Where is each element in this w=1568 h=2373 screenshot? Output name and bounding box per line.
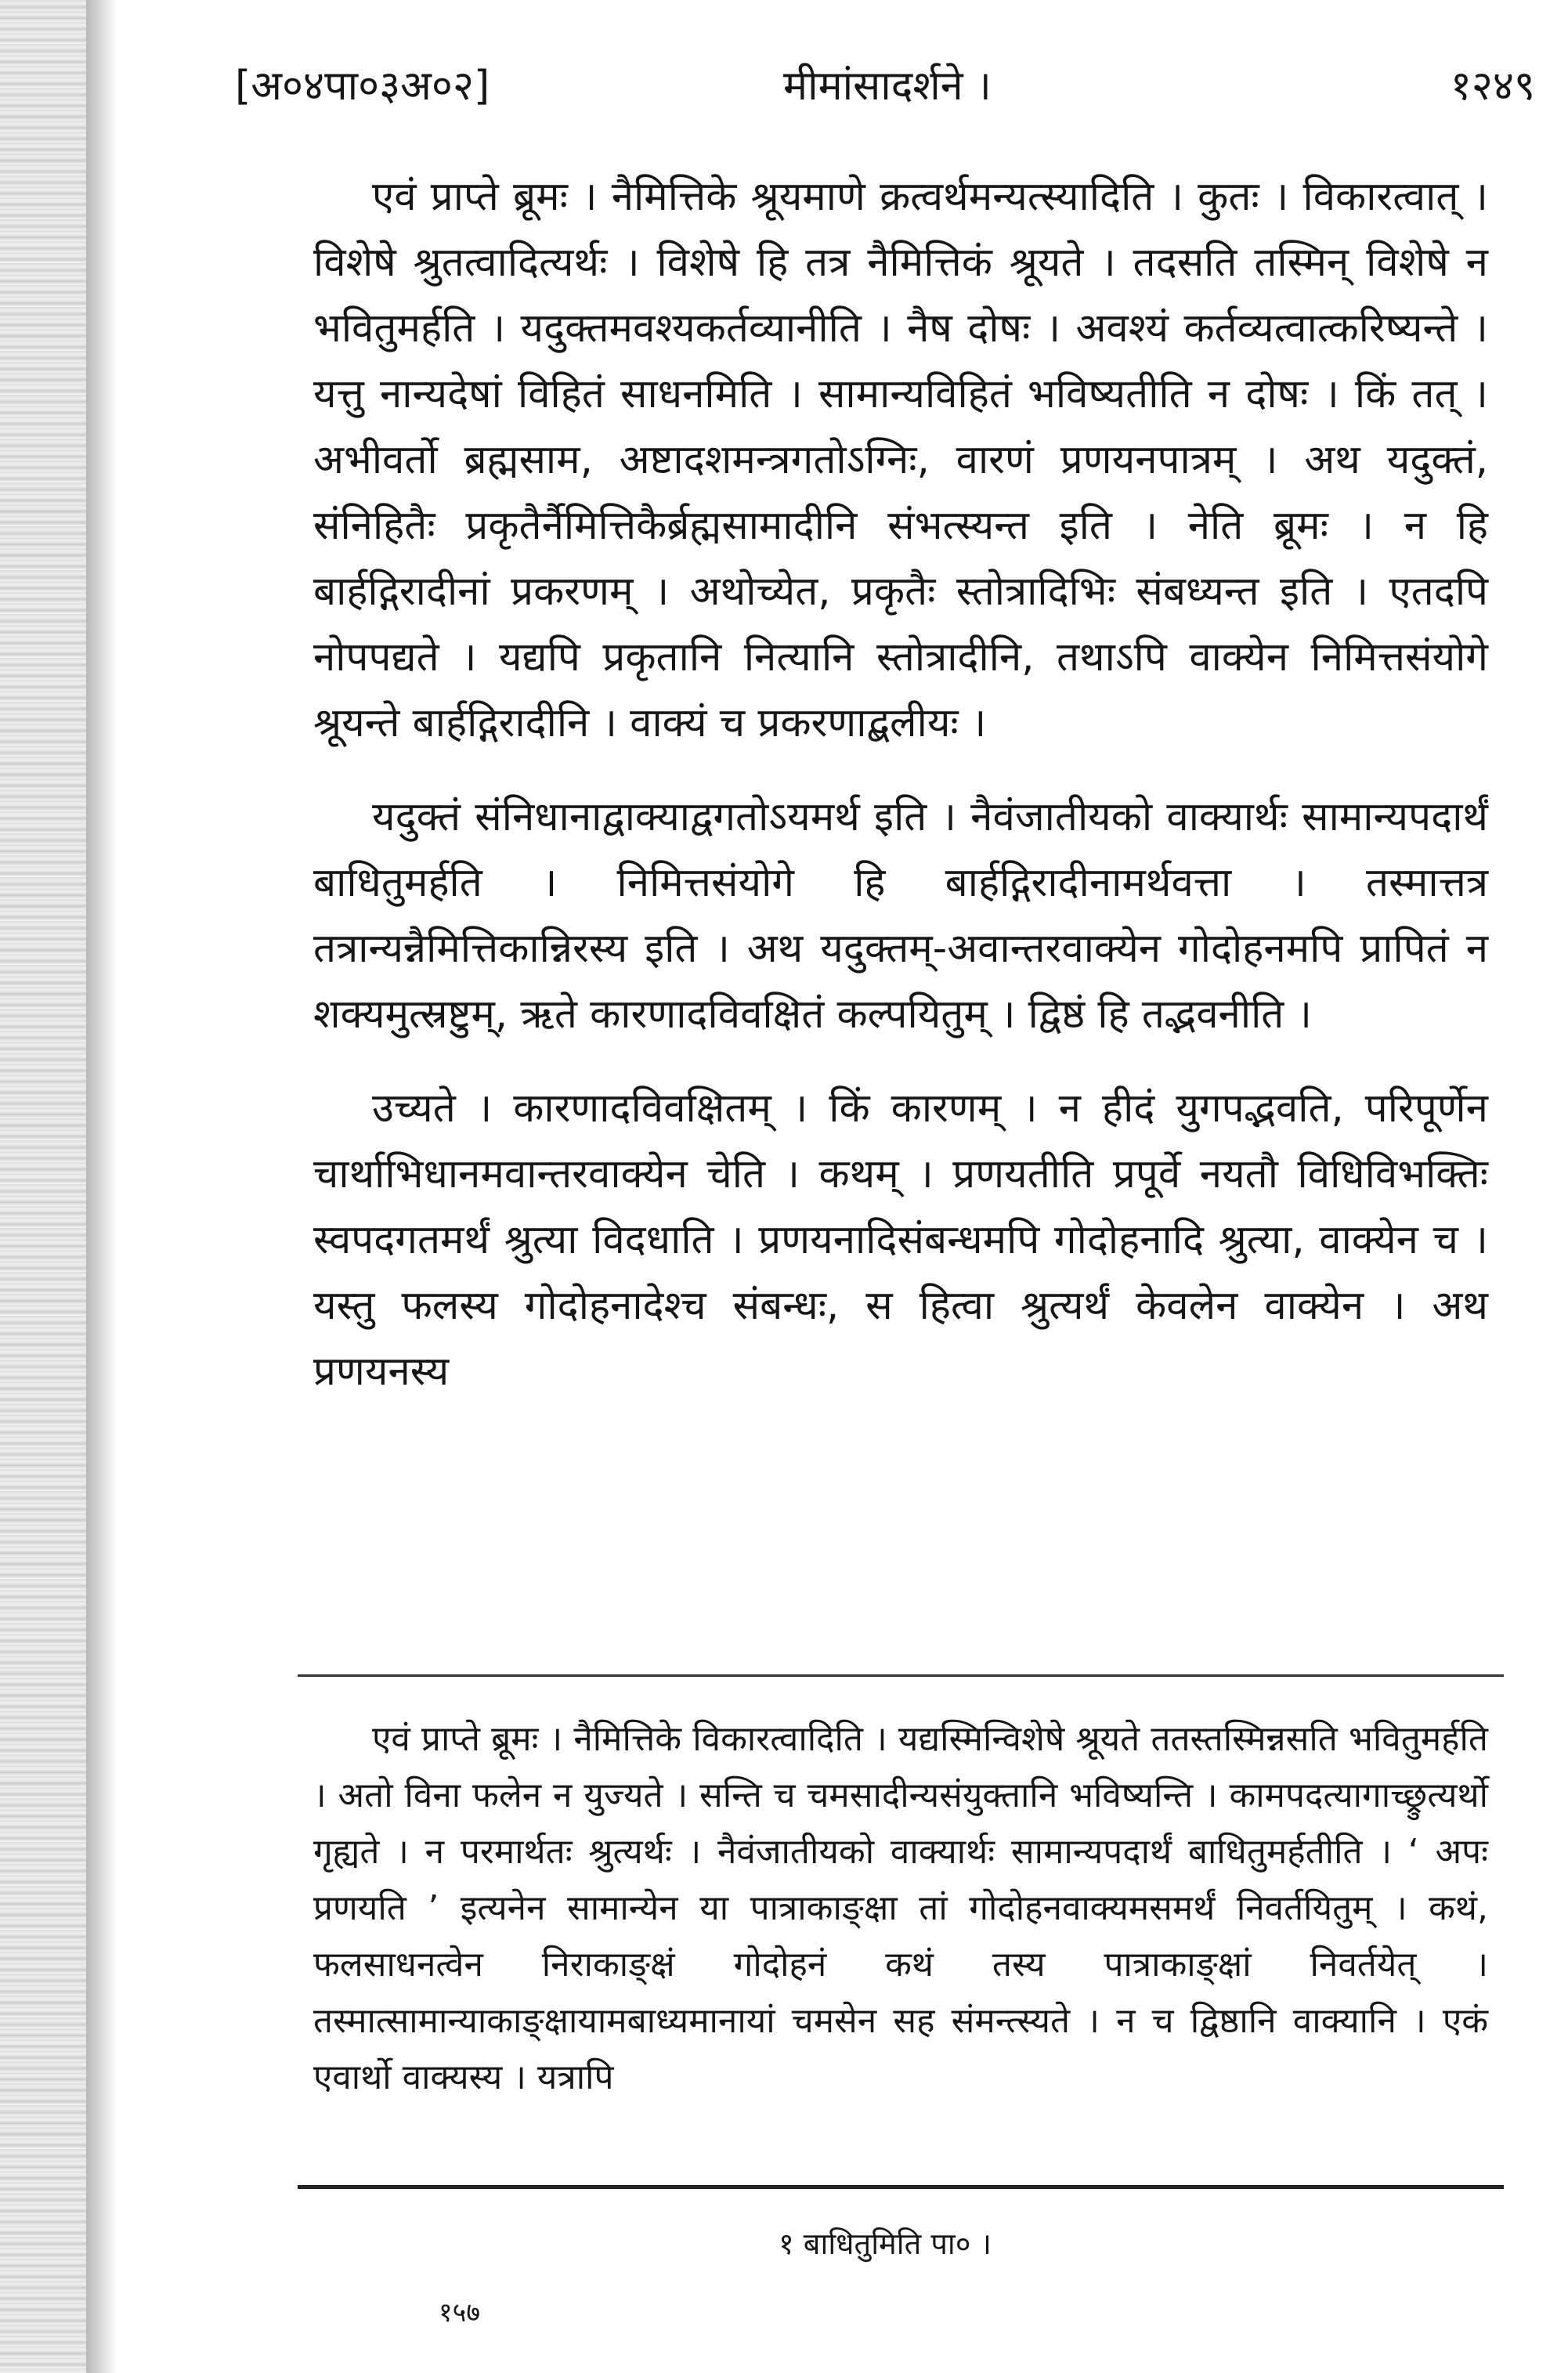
commentary-divider <box>298 1674 1504 1677</box>
footnote-divider <box>298 2185 1504 2189</box>
section-reference: [अ०४पा०३अ०२] <box>235 63 490 110</box>
main-paragraph: यदुक्तं संनिधानाद्वाक्याद्वगतोऽयमर्थ इति । नैवंजातीयको वाक्यार्थः सामान्यपदार्थं बाधितुमर्हति । निमित्तसंयोगे हि बार्हद्गिरादीनामर्थवत्ता । तस्मात्तत्र तत्रान्यन्नैमित्तिकान्निरस्य इति । अथ यदुक्तम्-अवान्तरवाक्येन गोदोहनमपि प्रापितं न शक्यमुत्स्रष्टुम्, ऋते कारणादविवक्षितं कल्पयितुम् । द्विष्ठं हि तद्भवनीति । <box>313 794 1488 1038</box>
running-title: मीमांसादर्शने । <box>783 63 992 110</box>
main-text <box>313 164 1488 1433</box>
signature-mark: १५७ <box>439 2297 481 2328</box>
commentary-block <box>313 1711 1488 2106</box>
main-paragraph: एवं प्राप्ते ब्रूमः । नैमित्तिके श्रूयमाणे क्रत्वर्थमन्यत्स्यादिति । कुतः । विकारत्वात् । विशेषे श्रुतत्वादित्यर्थः । विशेषे हि तत्र नैमित्तिकं श्रूयते । तदसति तस्मिन् विशेषे न भवितुमर्हति । यदुक्तमवश्यकर्तव्यानीति । नैष दोषः । अवश्यं कर्तव्यत्वात्करिष्यन्ते । यत्तु नान्यदेषां विहितं साधनमिति । सामान्यविहितं भविष्यतीति न दोषः । किं तत् । अभीवर्तो ब्रह्मसाम, अष्टादशमन्त्रगतोऽग्निः, वारणं प्रणयनपात्रम् । अथ यदुक्तं, संनिहितैः प्रकृतैर्नैमित्तिकैर्ब्रह्मसामादीनि संभत्स्यन्त इति । नेति ब्रूमः । न हि बार्हद्गिरादीनां प्रकरणम् । अथोच्येत, प्रकृतैः स्तोत्रादिभिः संबध्यन्त इति । एतदपि नोपपद्यते । यद्यपि प्रकृतानि नित्यानि स्तोत्रादीनि, तथाऽपि वाक्येन निमित्तसंयोगे श्रूयन्ते बार्हद्गिरादीनि । वाक्यं च प्रकरणाद्बलीयः । <box>313 174 1488 746</box>
page-number: १२४९ <box>1450 63 1535 110</box>
running-header <box>235 56 1535 127</box>
commentary-paragraph: एवं प्राप्ते ब्रूमः । नैमित्तिके विकारत्वादिति । यद्यस्मिन्विशेषे श्रूयते ततस्तस्मिन्नसति भवितुमर्हति । अतो विना फलेन न युज्यते । सन्ति च चमसादीन्यसंयुक्तानि भविष्यन्ति । कामपदत्यागाच्छ्रुत्यर्थो गृह्यते । न परमार्थतः श्रुत्यर्थः । नैवंजातीयको वाक्यार्थः सामान्यपदार्थं बाधितुमर्हतीति । ‘ अपः प्रणयति ’ इत्यनेन सामान्येन या पात्राकाङ्क्षा तां गोदोहनवाक्यमसमर्थं निवर्तयितुम् । कथं, फलसाधनत्वेन निराकाङ्क्षं गोदोहनं कथं तस्य पात्राकाङ्क्षां निवर्तयेत् । तस्मात्सामान्याकाङ्क्षायामबाध्यमानायां चमसेन सह संमन्त्स्यते । न च द्विष्ठानि वाक्यानि । एकं एवार्थो वाक्यस्य । यत्रापि <box>313 1719 1488 2097</box>
footnote: १ बाधितुमिति पा० । <box>778 2227 992 2261</box>
binding-edge-shadow <box>86 0 117 2373</box>
main-paragraph: उच्यते । कारणादविवक्षितम् । किं कारणम् । न हीदं युगपद्भवति, परिपूर्णेन चार्थाभिधानमवान्तरवाक्येन चेति । कथम् । प्रणयतीति प्रपूर्वे नयतौ विधिविभक्तिः स्वपदगतमर्थं श्रुत्या विदधाति । प्रणयनादिसंबन्धमपि गोदोहनादि श्रुत्या, वाक्येन च । यस्तु फलस्य गोदोहनादेश्च संबन्धः, स हित्वा श्रुत्यर्थं केवलेन वाक्येन । अथ प्रणयनस्य <box>313 1085 1488 1395</box>
